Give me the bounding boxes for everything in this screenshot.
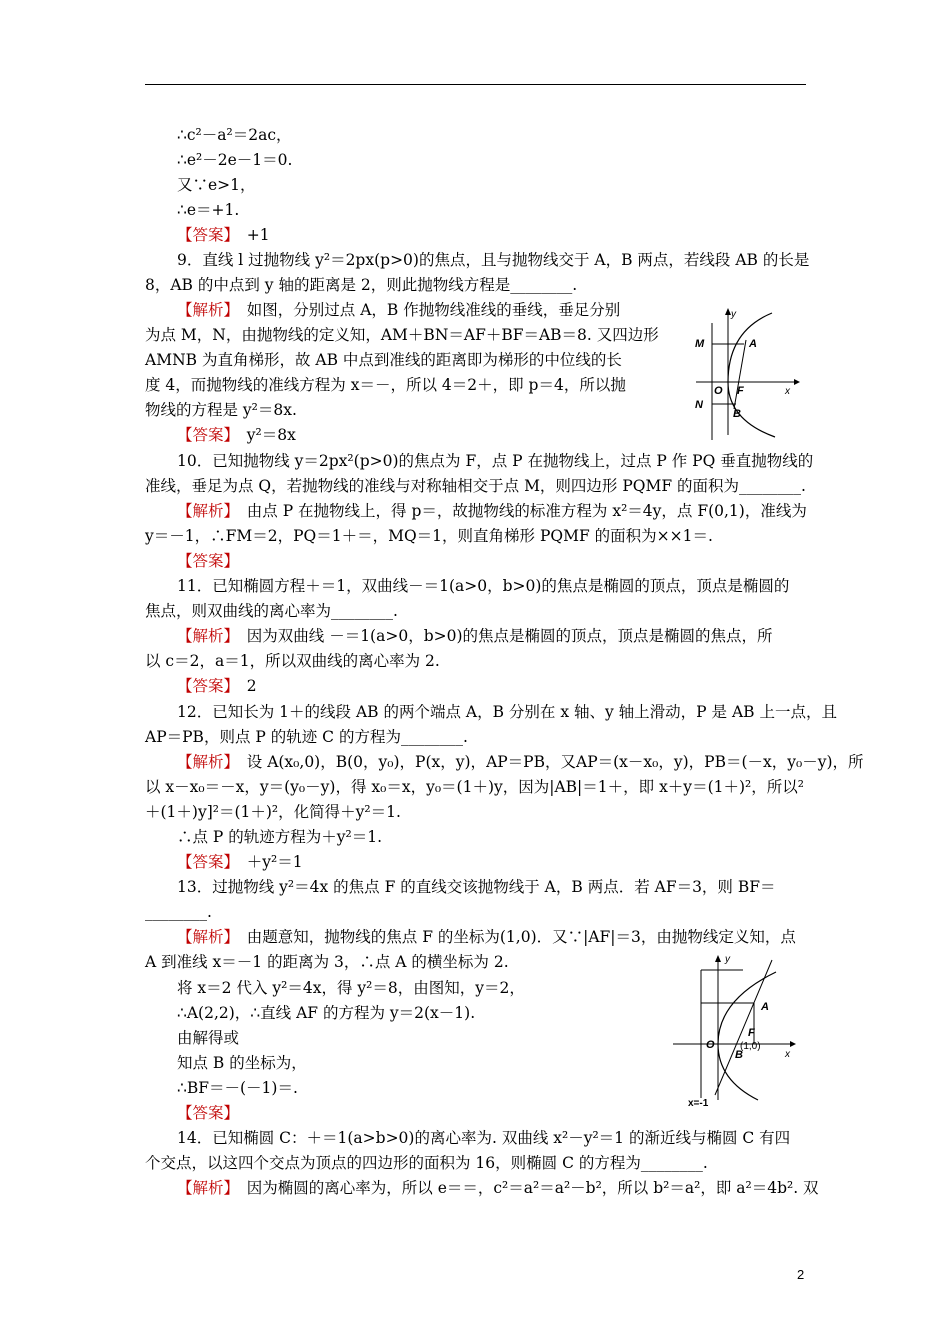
text-line: ________. <box>145 903 212 921</box>
analysis-line: 【解析】 因为双曲线 －＝1(a>0，b>0)的焦点是椭圆的顶点，顶点是椭圆的焦点，所 <box>177 627 773 645</box>
text-line: AP＝PB，则点 P 的轨迹 C 的方程为________. <box>145 728 468 746</box>
question-13: 13．过抛物线 y²＝4x 的焦点 F 的直线交该抛物线于 A，B 两点．若 AF＝3，则 BF＝ <box>177 878 776 896</box>
text-line: 由解得或 <box>177 1029 240 1047</box>
fig2-f-label: F <box>748 1027 755 1039</box>
fig1-m-label: M <box>695 338 705 350</box>
answer-line: 【答案】 +1 <box>177 226 270 244</box>
text-line: 以 c＝2，a＝1，所以双曲线的离心率为 2. <box>145 652 440 670</box>
fig2-x-label: x <box>785 1049 790 1060</box>
text-line: 焦点，则双曲线的离心率为________. <box>145 602 398 620</box>
text-line: 物线的方程是 y²＝8x. <box>145 401 297 419</box>
parabola-figure-1 <box>690 305 802 440</box>
text-line: ∴e²－2e－1＝0. <box>177 151 293 169</box>
question-11: 11．已知椭圆方程＋＝1，双曲线－＝1(a>0，b>0)的焦点是椭圆的顶点，顶点是椭圆的 <box>177 577 790 595</box>
fig1-f-label: F <box>737 385 744 397</box>
text-line: ∴点 P 的轨迹方程为＋y²＝1. <box>177 828 383 846</box>
fig2-b-label: B <box>735 1049 743 1061</box>
text-line: ∴A(2,2)，∴直线 AF 的方程为 y＝2(x－1). <box>177 1004 476 1022</box>
text-line: 以 x－x₀＝－x，y＝(y₀－y)，得 x₀＝x，y₀＝(1＋)y，因为|AB|＝1＋，即 x＋y＝(1＋)²，所以² <box>145 778 804 796</box>
text-line: 个交点，以这四个交点为顶点的四边形的面积为 16，则椭圆 C 的方程为________. <box>145 1154 708 1172</box>
fig2-a-label: A <box>761 1001 769 1013</box>
page-number: 2 <box>797 1267 805 1282</box>
fig2-directrix-label: x=-1 <box>688 1098 709 1109</box>
fig1-n-label: N <box>695 399 703 411</box>
text-line: 知点 B 的坐标为， <box>177 1054 307 1072</box>
analysis-line: 【解析】 设 A(x₀,0)，B(0，y₀)，P(x，y)，AP＝PB，又AP＝(x－x₀，y)，PB＝(－x，y₀－y)，所 <box>177 753 864 771</box>
fig1-b-label: B <box>733 408 741 420</box>
fig1-x-label: x <box>785 386 790 397</box>
analysis-line: 【解析】 由题意知，抛物线的焦点 F 的坐标为(1,0)．又∵|AF|＝3，由抛物线定义知，点 <box>177 928 796 946</box>
text-line: y＝－1，∴FM＝2，PQ＝1＋＝，MQ＝1，则直角梯形 PQMF 的面积为××1＝. <box>145 527 713 545</box>
text-line: 为点 M，N，由抛物线的定义知，AM＋BN＝AF＋BF＝AB＝8. 又四边形 <box>145 326 659 344</box>
answer-line: 【答案】 y²＝8x <box>177 426 296 444</box>
text-line: ∴BF＝－(－1)＝. <box>177 1079 298 1097</box>
analysis-line: 【解析】 由点 P 在抛物线上，得 p＝，故抛物线的标准方程为 x²＝4y，点 F(0,1)，准线为 <box>177 502 807 520</box>
fig2-y-label: y <box>725 954 730 965</box>
text-line: 将 x＝2 代入 y²＝4x，得 y²＝8，由图知，y＝2， <box>177 979 525 997</box>
answer-line: 【答案】 2 <box>177 677 257 695</box>
text-line: A 到准线 x＝－1 的距离为 3，∴点 A 的横坐标为 2. <box>145 953 509 971</box>
text-line: 又∵e>1， <box>177 176 256 194</box>
question-12: 12．已知长为 1＋的线段 AB 的两个端点 A，B 分别在 x 轴、y 轴上滑动，P 是 AB 上一点，且 <box>177 703 837 721</box>
question-14: 14．已知椭圆 C：＋＝1(a>b>0)的离心率为. 双曲线 x²－y²＝1 的渐近线与椭圆 C 有四 <box>177 1129 791 1147</box>
answer-line: 【答案】 <box>177 552 240 570</box>
text-line: ∴c²－a²＝2ac， <box>177 126 292 144</box>
header-rule <box>145 84 806 85</box>
answer-line: 【答案】 <box>177 1104 240 1122</box>
answer-line: 【答案】 ＋y²＝1 <box>177 853 303 871</box>
fig1-y-label: y <box>731 309 736 320</box>
parabola-figure-2 <box>668 950 798 1110</box>
text-line: 准线，垂足为点 Q，若抛物线的准线与对称轴相交于点 M，则四边形 PQMF 的面积为________. <box>145 477 806 495</box>
fig1-o-label: O <box>714 385 723 397</box>
text-line: ∴e＝+1. <box>177 201 240 219</box>
text-line: AMNB 为直角梯形，故 AB 中点到准线的距离即为梯形的中位线的长 <box>145 351 622 369</box>
analysis-line: 【解析】 如图，分别过点 A，B 作抛物线准线的垂线，垂足分别 <box>177 301 621 319</box>
analysis-line: 【解析】 因为椭圆的离心率为，所以 e＝＝，c²＝a²＝a²－b²，所以 b²＝a²，即 a²＝4b². 双 <box>177 1179 819 1197</box>
question-10: 10．已知抛物线 y＝2px²(p>0)的焦点为 F，点 P 在抛物线上，过点 P 作 PQ 垂直抛物线的 <box>177 452 814 470</box>
fig2-point-label: (1,0) <box>740 1041 761 1052</box>
question-9: 9．直线 l 过抛物线 y²＝2px(p>0)的焦点，且与抛物线交于 A，B 两点，若线段 AB 的长是 <box>177 251 810 269</box>
text-line: 8，AB 的中点到 y 轴的距离是 2，则此抛物线方程是________. <box>145 276 578 294</box>
fig2-o-label: O <box>706 1039 715 1051</box>
fig1-a-label: A <box>749 338 757 350</box>
text-line: 度 4，而抛物线的准线方程为 x＝－，所以 4＝2＋，即 p＝4，所以抛 <box>145 376 626 394</box>
text-line: ＋(1＋)y]²＝(1＋)²，化简得＋y²＝1. <box>145 803 401 821</box>
